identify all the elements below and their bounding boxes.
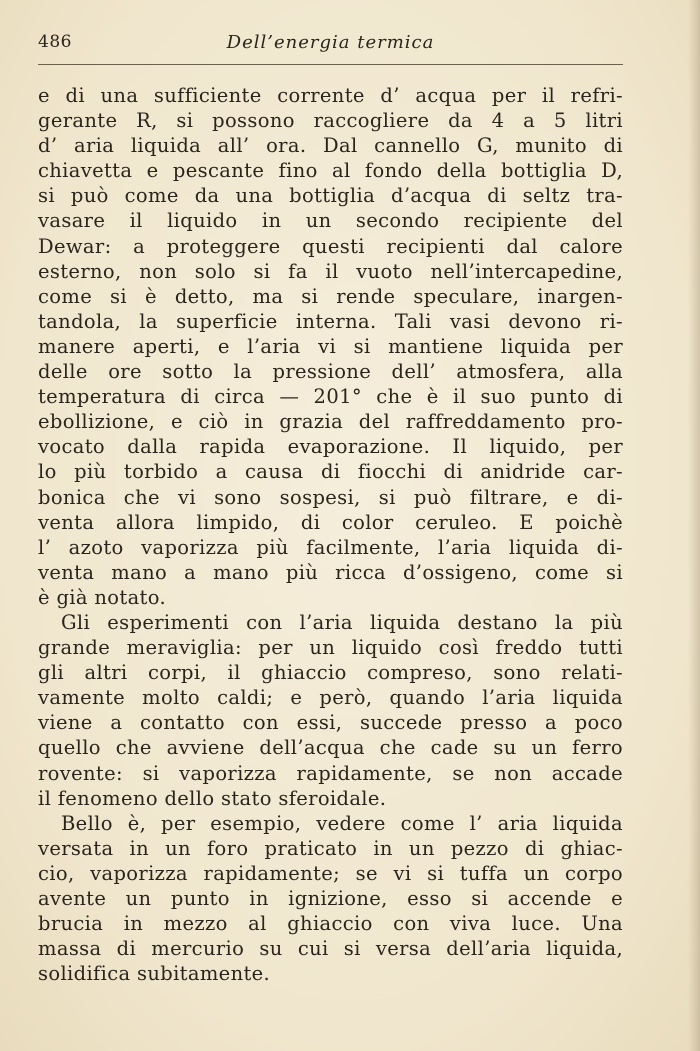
page-edge-shadow [688, 0, 700, 1051]
body-text [38, 83, 623, 986]
text-line: ebollizione, e ciò in grazia del raffreddamento pro- [38, 410, 623, 434]
text-line: come si è detto, ma si rende speculare, inargen- [38, 284, 623, 308]
text-line: tandola, la superficie interna. Tali vasi devono ri- [38, 309, 623, 333]
text-line: bonica che vi sono sospesi, si può filtrare, e di- [38, 485, 623, 509]
text-line: vocato dalla rapida evaporazione. Il liquido, per [38, 435, 623, 459]
text-line: Dewar: a proteggere questi recipienti dal calore [38, 234, 623, 258]
text-line: si può come da una bottiglia d’acqua di seltz tra- [38, 184, 623, 208]
text-line: vasare il liquido in un secondo recipiente del [38, 209, 623, 233]
text-line: il fenomeno dello stato sferoidale. [38, 786, 387, 810]
text-line: Gli esperimenti con l’aria liquida destano la più [61, 610, 623, 634]
text-line: quello che avviene dell’acqua che cade su un ferro [38, 736, 623, 760]
text-line: lo più torbido a causa di fiocchi di anidride car- [38, 460, 623, 484]
text-line: viene a contatto con essi, succede presso a poco [38, 711, 623, 735]
text-line: esterno, non solo si fa il vuoto nell’intercapedine, [38, 259, 623, 283]
text-line: solidifica subitamente. [38, 962, 271, 986]
text-line: brucia in mezzo al ghiaccio con viva luce. Una [38, 912, 623, 936]
text-line: Bello è, per esempio, vedere come l’ aria liquida [61, 811, 623, 835]
header-rule [38, 64, 623, 65]
page-header [38, 30, 623, 60]
text-line: cio, vaporizza rapidamente; se vi si tuffa un corpo [38, 861, 623, 885]
text-line: manere aperti, e l’aria vi si mantiene liquida per [38, 334, 623, 358]
text-line: grande meraviglia: per un liquido così freddo tutti [38, 636, 623, 660]
text-line: massa di mercurio su cui si versa dell’aria liquida, [38, 937, 623, 961]
text-line: è già notato. [38, 585, 167, 609]
text-line: versata in un foro praticato in un pezzo di ghiac- [38, 836, 623, 860]
text-line: rovente: si vaporizza rapidamente, se non accade [38, 761, 623, 785]
text-line: e di una sufficiente corrente d’ acqua per il refri- [38, 84, 623, 107]
text-line: chiavetta e pescante fino al fondo della bottiglia D, [38, 159, 623, 183]
text-line: vamente molto caldi; e però, quando l’aria liquida [38, 686, 623, 710]
text-line: avente un punto in ignizione, esso si accende e [38, 887, 623, 910]
page-number: 486 [38, 32, 72, 52]
text-line: venta mano a mano più ricca d’ossigeno, come si [38, 560, 623, 584]
text-line: l’ azoto vaporizza più facilmente, l’aria liquida di- [38, 535, 623, 559]
text-line: gli altri corpi, il ghiaccio compreso, sono relati- [38, 661, 623, 685]
text-line: delle ore sotto la pressione dell’ atmosfera, alla [38, 360, 623, 384]
text-line: venta allora limpido, di color ceruleo. E poichè [38, 510, 623, 534]
text-line: gerante R, si possono raccogliere da 4 a 5 litri [38, 109, 623, 133]
text-line: temperatura di circa — 201° che è il suo punto di [38, 385, 623, 409]
running-title: Dell’energia termica [226, 32, 435, 53]
text-line: d’ aria liquida all’ ora. Dal cannello G, munito di [38, 134, 623, 158]
